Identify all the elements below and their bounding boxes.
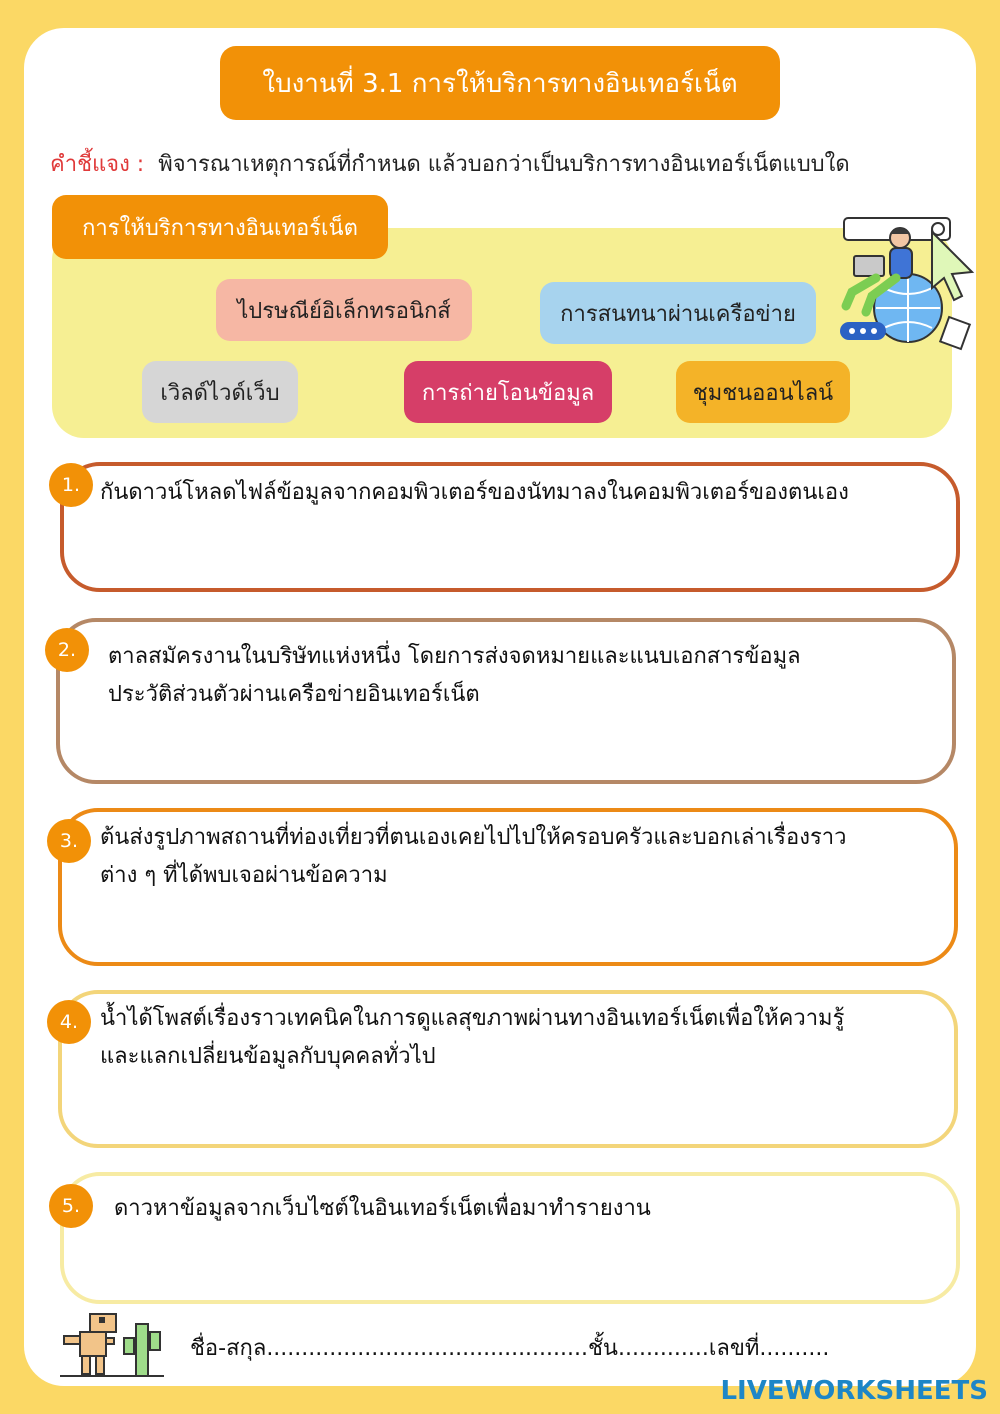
question-text-1 [100, 474, 849, 512]
liveworksheets-logo: LIVEWORKSHEETS [720, 1376, 988, 1406]
dinosaur-cactus-icon [60, 1310, 164, 1382]
services-heading: การให้บริการทางอินเทอร์เน็ต [52, 195, 388, 259]
instruction-label: คำชี้แจง : [50, 152, 145, 177]
worksheet-title: ใบงานที่ 3.1 การให้บริการทางอินเทอร์เน็ต [220, 46, 780, 120]
question-number-1: 1. [49, 463, 93, 507]
question-number-5: 5. [49, 1184, 93, 1228]
service-chip-chat[interactable]: การสนทนาผ่านเครือข่าย [540, 282, 816, 344]
person-laptop-globe-icon [836, 212, 976, 352]
student-info-line[interactable]: ชื่อ-สกุล..............................................ชั้น.............เลขที่.......... [190, 1336, 830, 1361]
service-chip-www[interactable]: เวิลด์ไวด์เว็บ [142, 361, 298, 423]
question-3-line1: ต้นส่งรูปภาพสถานที่ท่องเที่ยวที่ตนเองเคยไปไปให้ครอบครัวและบอกเล่าเรื่องราว [100, 825, 847, 850]
question-number-2: 2. [45, 628, 89, 672]
question-1-line1: กันดาวน์โหลดไฟล์ข้อมูลจากคอมพิวเตอร์ของนัทมาลงในคอมพิวเตอร์ของตนเอง [100, 480, 849, 505]
question-text-5 [114, 1190, 651, 1228]
service-chip-community[interactable]: ชุมชนออนไลน์ [676, 361, 850, 423]
question-4-line2: และแลกเปลี่ยนข้อมูลกับบุคคลทั่วไป [100, 1044, 436, 1069]
question-number-3: 3. [47, 819, 91, 863]
question-text-4 [100, 1000, 844, 1076]
instruction-text: พิจารณาเหตุการณ์ที่กำหนด แล้วบอกว่าเป็นบริการทางอินเทอร์เน็ตแบบใด [158, 152, 850, 177]
question-5-line1: ดาวหาข้อมูลจากเว็บไซต์ในอินเทอร์เน็ตเพื่อมาทำรายงาน [114, 1196, 651, 1221]
instruction [50, 146, 850, 181]
question-text-2 [108, 638, 801, 714]
service-chip-email[interactable]: ไปรษณีย์อิเล็กทรอนิกส์ [216, 279, 472, 341]
question-text-3 [100, 819, 846, 895]
question-4-line1: น้ำได้โพสต์เรื่องราวเทคนิคในการดูแลสุขภาพผ่านทางอินเทอร์เน็ตเพื่อให้ความรู้ [100, 1006, 845, 1031]
question-2-line1: ตาลสมัครงานในบริษัทแห่งหนึ่ง โดยการส่งจดหมายและแนบเอกสารข้อมูล [108, 644, 801, 669]
question-number-4: 4. [47, 1000, 91, 1044]
question-2-line2: ประวัติส่วนตัวผ่านเครือข่ายอินเทอร์เน็ต [108, 682, 480, 707]
service-chip-ftp[interactable]: การถ่ายโอนข้อมูล [404, 361, 612, 423]
question-3-line2: ต่าง ๆ ที่ได้พบเจอผ่านข้อความ [100, 863, 388, 888]
